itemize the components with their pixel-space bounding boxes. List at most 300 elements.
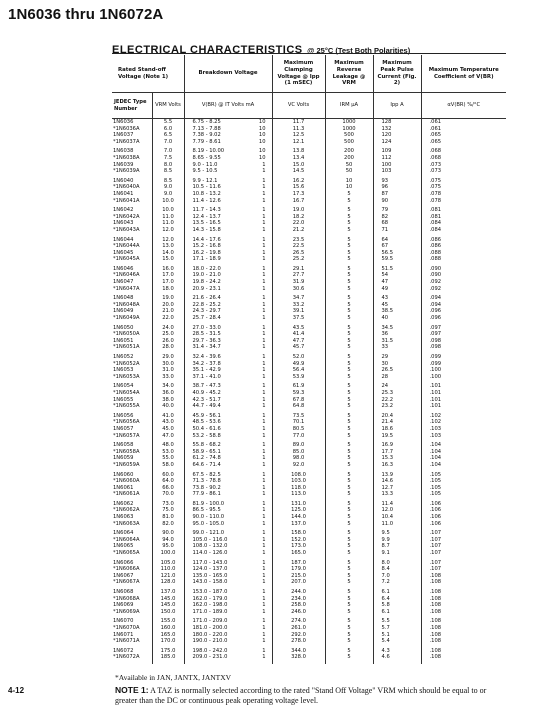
clamping-voltage-cell: 118.0 <box>272 485 325 492</box>
standoff-voltage-cell: 8.0 <box>152 162 184 169</box>
breakdown-voltage-cell: 15.2 - 16.8 1 <box>184 243 272 250</box>
test-current-value: 1 <box>262 383 266 390</box>
standoff-voltage-cell: 13.0 <box>152 243 184 250</box>
table-row <box>112 596 506 603</box>
unit-vc: VC Volts <box>272 93 325 119</box>
peak-pulse-current-cell: 34.5 <box>373 322 421 332</box>
reverse-leakage-cell: 5 <box>325 566 373 573</box>
breakdown-voltage-cell: 24.3 - 29.7 1 <box>184 308 272 315</box>
standoff-voltage-cell: 22.0 <box>152 315 184 322</box>
reverse-leakage-cell: 5 <box>325 543 373 550</box>
breakdown-voltage-cell: 99.0 - 121.0 1 <box>184 527 272 537</box>
table-row <box>112 632 506 639</box>
jedec-type-cell: *1N6050A <box>113 331 140 338</box>
clamping-voltage-cell: 12.5 <box>272 132 325 139</box>
standoff-voltage-cell: 36.0 <box>152 390 184 397</box>
peak-pulse-current-cell: 40 <box>373 315 421 322</box>
reverse-leakage-cell: 500 <box>325 132 373 139</box>
temperature-coefficient-cell: .107 <box>421 543 506 550</box>
breakdown-voltage-cell: 7.13 - 7.88 10 <box>184 126 272 133</box>
test-current-value: 10 <box>258 132 266 139</box>
clamping-voltage-cell: 16.7 <box>272 198 325 205</box>
jedec-type-cell: *1N6045A <box>113 256 140 263</box>
breakdown-voltage-cell: 9.9 - 12.1 1 <box>184 175 272 185</box>
temperature-coefficient-cell: .068 <box>421 145 506 155</box>
clamping-voltage-cell: 173.0 <box>272 543 325 550</box>
breakdown-voltage-cell: 171.0 - 209.0 1 <box>184 615 272 625</box>
table-row <box>112 514 506 521</box>
breakdown-voltage-cell: 17.1 - 18.9 1 <box>184 256 272 263</box>
standoff-voltage-cell: 64.0 <box>152 478 184 485</box>
table-row <box>112 638 506 645</box>
breakdown-voltage-cell: 8.19 - 10.00 10 <box>184 145 272 155</box>
test-current-value: 1 <box>262 514 266 521</box>
header-clamping-voltage: Maximum Clamping Voltage @ Ipp (1 mSEC) <box>272 55 325 93</box>
unit-vrm: VRM Volts <box>152 93 184 119</box>
breakdown-voltage-cell: 86.5 - 95.5 1 <box>184 507 272 514</box>
peak-pulse-current-cell: 30 <box>373 361 421 368</box>
peak-pulse-current-cell: 17.7 <box>373 449 421 456</box>
breakdown-voltage-cell: 19.8 - 24.2 1 <box>184 279 272 286</box>
test-current-value: 1 <box>262 389 266 396</box>
section-rule <box>112 53 506 54</box>
reverse-leakage-cell: 5 <box>325 191 373 198</box>
jedec-type-cell: *1N6061A <box>113 491 140 498</box>
standoff-voltage-cell: 40.0 <box>152 403 184 410</box>
clamping-voltage-cell: 16.2 <box>272 175 325 185</box>
peak-pulse-current-cell: 15.3 <box>373 455 421 462</box>
standoff-voltage-cell: 5.5 <box>152 119 184 126</box>
breakdown-voltage-cell: 153.0 - 187.0 1 <box>184 586 272 596</box>
standoff-voltage-cell: 33.0 <box>152 374 184 381</box>
clamping-voltage-cell: 13.4 <box>272 155 325 162</box>
reverse-leakage-cell: 5 <box>325 256 373 263</box>
table-row <box>112 586 506 596</box>
standoff-voltage-cell: 100.0 <box>152 550 184 557</box>
peak-pulse-current-cell: 28 <box>373 374 421 381</box>
jedec-type-cell: 1N6057 <box>113 425 134 432</box>
jedec-type-cell: *1N6037A <box>113 138 140 145</box>
table-row <box>112 478 506 485</box>
unit-temp-coefficient: αV(BR) %/°C <box>421 93 506 119</box>
table-row <box>112 537 506 544</box>
table-row <box>112 308 506 315</box>
standoff-voltage-cell: 160.0 <box>152 625 184 632</box>
breakdown-voltage-cell: 108.0 - 132.0 1 <box>184 543 272 550</box>
clamping-voltage-cell: 61.9 <box>272 380 325 390</box>
table-row <box>112 426 506 433</box>
temperature-coefficient-cell: .098 <box>421 338 506 345</box>
test-current-value: 1 <box>262 331 266 338</box>
clamping-voltage-cell: 53.9 <box>272 374 325 381</box>
temperature-coefficient-cell: .104 <box>421 439 506 449</box>
reverse-leakage-cell: 5 <box>325 586 373 596</box>
peak-pulse-current-cell: 10.4 <box>373 514 421 521</box>
temperature-coefficient-cell: .108 <box>421 586 506 596</box>
reverse-leakage-cell: 5 <box>325 645 373 655</box>
test-current-value: 1 <box>262 177 266 184</box>
standoff-voltage-cell: 55.0 <box>152 455 184 462</box>
table-row <box>112 654 506 664</box>
clamping-voltage-cell: 47.7 <box>272 338 325 345</box>
reverse-leakage-cell: 5 <box>325 537 373 544</box>
peak-pulse-current-cell: 5.7 <box>373 625 421 632</box>
jedec-type-cell: 1N6048 <box>113 295 134 302</box>
clamping-voltage-cell: 131.0 <box>272 498 325 508</box>
clamping-voltage-cell: 152.0 <box>272 537 325 544</box>
breakdown-voltage-cell: 53.2 - 58.8 1 <box>184 433 272 440</box>
test-current-value: 1 <box>262 285 266 292</box>
standoff-voltage-cell: 66.0 <box>152 485 184 492</box>
reverse-leakage-cell: 5 <box>325 602 373 609</box>
clamping-voltage-cell: 137.0 <box>272 521 325 528</box>
reverse-leakage-cell: 5 <box>325 455 373 462</box>
temperature-coefficient-cell: .084 <box>421 227 506 234</box>
jedec-type-cell: *1N6053A <box>113 373 140 380</box>
peak-pulse-current-cell: 132 <box>373 126 421 133</box>
table-row <box>112 602 506 609</box>
standoff-voltage-cell: 53.0 <box>152 449 184 456</box>
breakdown-voltage-cell: 37.1 - 41.0 1 <box>184 374 272 381</box>
table-row <box>112 645 506 655</box>
reverse-leakage-cell: 5 <box>325 250 373 257</box>
peak-pulse-current-cell: 11.0 <box>373 521 421 528</box>
standoff-voltage-cell: 26.0 <box>152 338 184 345</box>
breakdown-voltage-cell: 42.3 - 51.7 1 <box>184 397 272 404</box>
breakdown-voltage-cell: 55.8 - 68.2 1 <box>184 439 272 449</box>
temperature-coefficient-cell: .081 <box>421 204 506 214</box>
temperature-coefficient-cell: .078 <box>421 198 506 205</box>
standoff-voltage-cell: 41.0 <box>152 410 184 420</box>
temperature-coefficient-cell: .084 <box>421 220 506 227</box>
clamping-voltage-cell: 43.5 <box>272 322 325 332</box>
clamping-voltage-cell: 26.5 <box>272 250 325 257</box>
reverse-leakage-cell: 5 <box>325 609 373 616</box>
test-current-value: 1 <box>262 295 266 302</box>
test-current-value: 1 <box>262 367 266 374</box>
note-text: A TAZ is normally selected according to the rated "Stand Off Voltage" VRM which should be equal to or greater than the DC or continuous peak operating voltage level. <box>115 686 487 705</box>
table-row <box>112 344 506 351</box>
units-row <box>112 93 506 119</box>
breakdown-voltage-cell: 198.0 - 242.0 1 <box>184 645 272 655</box>
temperature-coefficient-cell: .104 <box>421 462 506 469</box>
test-current-value: 1 <box>262 579 266 586</box>
test-current-value: 1 <box>262 608 266 615</box>
temperature-coefficient-cell: .105 <box>421 478 506 485</box>
peak-pulse-current-cell: 49 <box>373 286 421 293</box>
reverse-leakage-cell: 50 <box>325 168 373 175</box>
clamping-voltage-cell: 261.0 <box>272 625 325 632</box>
temperature-coefficient-cell: .108 <box>421 609 506 616</box>
table-row <box>112 462 506 469</box>
temperature-coefficient-cell: .106 <box>421 521 506 528</box>
reverse-leakage-cell: 5 <box>325 557 373 567</box>
test-current-value: 1 <box>262 412 266 419</box>
standoff-voltage-cell: 110.0 <box>152 566 184 573</box>
table-row <box>112 286 506 293</box>
standoff-voltage-cell: 18.0 <box>152 286 184 293</box>
standoff-voltage-cell: 105.0 <box>152 557 184 567</box>
jedec-type-cell: *1N6047A <box>113 285 140 292</box>
jedec-type-cell: 1N6060 <box>113 471 134 478</box>
table-row <box>112 374 506 381</box>
temperature-coefficient-cell: .108 <box>421 638 506 645</box>
table-row <box>112 390 506 397</box>
test-current-value: 1 <box>262 213 266 220</box>
jedec-type-cell: 1N6052 <box>113 354 134 360</box>
peak-pulse-current-cell: 56.5 <box>373 250 421 257</box>
jedec-type-cell: *1N6046A <box>113 272 140 279</box>
jedec-type-cell: *1N6054A <box>113 389 140 396</box>
reverse-leakage-cell: 1000 <box>325 119 373 126</box>
footnote-jan-availability: *Available in JAN, JANTX, JANTXV <box>115 673 232 682</box>
standoff-voltage-cell: 10.0 <box>152 198 184 205</box>
reverse-leakage-cell: 200 <box>325 145 373 155</box>
clamping-voltage-cell: 14.5 <box>272 168 325 175</box>
breakdown-voltage-cell: 7.79 - 8.61 10 <box>184 139 272 146</box>
reverse-leakage-cell: 5 <box>325 469 373 479</box>
breakdown-voltage-cell: 9.5 - 10.5 1 <box>184 168 272 175</box>
test-current-value: 1 <box>262 589 266 595</box>
temperature-coefficient-cell: .088 <box>421 256 506 263</box>
reverse-leakage-cell: 5 <box>325 302 373 309</box>
standoff-voltage-cell: 7.5 <box>152 155 184 162</box>
temperature-coefficient-cell: .104 <box>421 449 506 456</box>
page-number: 4-12 <box>8 686 25 695</box>
standoff-voltage-cell: 94.0 <box>152 537 184 544</box>
breakdown-voltage-cell: 135.0 - 165.0 1 <box>184 573 272 580</box>
clamping-voltage-cell: 125.0 <box>272 507 325 514</box>
clamping-voltage-cell: 31.9 <box>272 279 325 286</box>
test-current-value: 1 <box>262 344 266 351</box>
standoff-voltage-cell: 45.0 <box>152 426 184 433</box>
temperature-coefficient-cell: .090 <box>421 272 506 279</box>
test-current-value: 1 <box>262 530 266 537</box>
temperature-coefficient-cell: .101 <box>421 380 506 390</box>
breakdown-voltage-cell: 90.0 - 110.0 1 <box>184 514 272 521</box>
temperature-coefficient-cell: .081 <box>421 214 506 221</box>
header-temperature-coefficient: Maximum Temperature Coefficient of V(BR) <box>421 55 506 93</box>
clamping-voltage-cell: 64.8 <box>272 403 325 410</box>
jedec-type-cell: 1N6061 <box>113 484 134 491</box>
peak-pulse-current-cell: 16.3 <box>373 462 421 469</box>
clamping-voltage-cell: 11.3 <box>272 126 325 133</box>
clamping-voltage-cell: 144.0 <box>272 514 325 521</box>
table-row <box>112 155 506 162</box>
peak-pulse-current-cell: 29 <box>373 351 421 361</box>
table-row <box>112 250 506 257</box>
clamping-voltage-cell: 80.5 <box>272 426 325 433</box>
peak-pulse-current-cell: 7.0 <box>373 573 421 580</box>
clamping-voltage-cell: 11.7 <box>272 119 325 126</box>
standoff-voltage-cell: 6.5 <box>152 132 184 139</box>
temperature-coefficient-cell: .106 <box>421 507 506 514</box>
temperature-coefficient-cell: .107 <box>421 527 506 537</box>
reverse-leakage-cell: 5 <box>325 419 373 426</box>
peak-pulse-current-cell: 47 <box>373 279 421 286</box>
clamping-voltage-cell: 45.7 <box>272 344 325 351</box>
clamping-voltage-cell: 13.8 <box>272 145 325 155</box>
table-row <box>112 331 506 338</box>
standoff-voltage-cell: 31.0 <box>152 367 184 374</box>
reverse-leakage-cell: 5 <box>325 272 373 279</box>
table-row <box>112 351 506 361</box>
jedec-type-cell: 1N6054 <box>113 383 134 390</box>
breakdown-voltage-cell: 58.9 - 65.1 1 <box>184 449 272 456</box>
reverse-leakage-cell: 5 <box>325 279 373 286</box>
reverse-leakage-cell: 5 <box>325 243 373 250</box>
standoff-voltage-cell: 21.0 <box>152 308 184 315</box>
test-current-value: 1 <box>262 647 266 654</box>
temperature-coefficient-cell: .102 <box>421 410 506 420</box>
clamping-voltage-cell: 17.3 <box>272 191 325 198</box>
standoff-voltage-cell: 90.0 <box>152 527 184 537</box>
jedec-type-cell: 1N6049 <box>113 308 134 315</box>
temperature-coefficient-cell: .065 <box>421 139 506 146</box>
clamping-voltage-cell: 22.0 <box>272 220 325 227</box>
jedec-type-cell: *1N6064A <box>113 536 140 543</box>
temperature-coefficient-cell: .099 <box>421 351 506 361</box>
reverse-leakage-cell: 5 <box>325 550 373 557</box>
peak-pulse-current-cell: 128 <box>373 119 421 126</box>
test-current-value: 1 <box>262 373 266 380</box>
test-current-value: 1 <box>262 190 266 197</box>
reverse-leakage-cell: 5 <box>325 344 373 351</box>
standoff-voltage-cell: 185.0 <box>152 654 184 664</box>
temperature-coefficient-cell: .090 <box>421 263 506 273</box>
header-peak-pulse-current: Maximum Peak Pulse Current (Fig. 2) <box>373 55 421 93</box>
jedec-type-cell: 1N6046 <box>113 265 134 272</box>
temperature-coefficient-cell: .097 <box>421 331 506 338</box>
reverse-leakage-cell: 1000 <box>325 126 373 133</box>
test-current-value: 1 <box>262 520 266 527</box>
jedec-type-cell: 1N6070 <box>113 618 134 625</box>
peak-pulse-current-cell: 6.1 <box>373 609 421 616</box>
standoff-voltage-cell: 70.0 <box>152 491 184 498</box>
breakdown-voltage-cell: 35.1 - 42.9 1 <box>184 367 272 374</box>
standoff-voltage-cell: 128.0 <box>152 579 184 586</box>
clamping-voltage-cell: 258.0 <box>272 602 325 609</box>
section-condition: @ 25°C (Test Both Polarities) <box>307 46 411 55</box>
jedec-type-cell: *1N6051A <box>113 344 140 351</box>
peak-pulse-current-cell: 96 <box>373 184 421 191</box>
reverse-leakage-cell: 5 <box>325 204 373 214</box>
test-current-value: 10 <box>258 125 266 132</box>
standoff-voltage-cell: 48.0 <box>152 439 184 449</box>
breakdown-voltage-cell: 38.7 - 47.3 1 <box>184 380 272 390</box>
jedec-type-cell: *1N6052A <box>113 360 140 367</box>
breakdown-voltage-cell: 67.5 - 82.5 1 <box>184 469 272 479</box>
clamping-voltage-cell: 274.0 <box>272 615 325 625</box>
reverse-leakage-cell: 5 <box>325 292 373 302</box>
peak-pulse-current-cell: 12.7 <box>373 485 421 492</box>
breakdown-voltage-cell: 29.7 - 36.3 1 <box>184 338 272 345</box>
clamping-voltage-cell: 70.1 <box>272 419 325 426</box>
reverse-leakage-cell: 5 <box>325 507 373 514</box>
test-current-value: 1 <box>262 301 266 308</box>
breakdown-voltage-cell: 25.7 - 28.4 1 <box>184 315 272 322</box>
clamping-voltage-cell: 39.1 <box>272 308 325 315</box>
clamping-voltage-cell: 56.4 <box>272 367 325 374</box>
standoff-voltage-cell: 24.0 <box>152 322 184 332</box>
unit-jedec-type: JEDEC Type Number <box>112 93 152 119</box>
breakdown-voltage-cell: 20.9 - 23.1 1 <box>184 286 272 293</box>
jedec-type-cell: 1N6056 <box>113 412 134 419</box>
temperature-coefficient-cell: .094 <box>421 292 506 302</box>
clamping-voltage-cell: 30.6 <box>272 286 325 293</box>
reverse-leakage-cell: 5 <box>325 380 373 390</box>
jedec-type-cell: 1N6071 <box>113 631 134 638</box>
peak-pulse-current-cell: 13.3 <box>373 491 421 498</box>
unit-irm: IRM µA <box>325 93 373 119</box>
section-title: ELECTRICAL CHARACTERISTICS <box>112 44 303 56</box>
peak-pulse-current-cell: 26.5 <box>373 367 421 374</box>
peak-pulse-current-cell: 64 <box>373 234 421 244</box>
standoff-voltage-cell: 29.0 <box>152 351 184 361</box>
jedec-type-cell: 1N6064 <box>113 530 134 537</box>
clamping-voltage-cell: 278.0 <box>272 638 325 645</box>
temperature-coefficient-cell: .098 <box>421 344 506 351</box>
breakdown-voltage-cell: 81.9 - 100.0 1 <box>184 498 272 508</box>
reverse-leakage-cell: 5 <box>325 351 373 361</box>
clamping-voltage-cell: 15.0 <box>272 162 325 169</box>
breakdown-voltage-cell: 8.65 - 9.55 10 <box>184 155 272 162</box>
breakdown-voltage-cell: 114.0 - 126.0 1 <box>184 550 272 557</box>
clamping-voltage-cell: 73.5 <box>272 410 325 420</box>
table-row <box>112 469 506 479</box>
table-row <box>112 302 506 309</box>
clamping-voltage-cell: 37.5 <box>272 315 325 322</box>
breakdown-voltage-cell: 14.4 - 17.6 1 <box>184 234 272 244</box>
table-row <box>112 521 506 528</box>
standoff-voltage-cell: 28.0 <box>152 344 184 351</box>
reverse-leakage-cell: 5 <box>325 514 373 521</box>
test-current-value: 1 <box>262 478 266 485</box>
table-row <box>112 573 506 580</box>
standoff-voltage-cell: 15.0 <box>152 256 184 263</box>
test-current-value: 1 <box>262 491 266 498</box>
temperature-coefficient-cell: .100 <box>421 374 506 381</box>
reverse-leakage-cell: 5 <box>325 315 373 322</box>
peak-pulse-current-cell: 112 <box>373 155 421 162</box>
clamping-voltage-cell: 59.3 <box>272 390 325 397</box>
jedec-type-cell: 1N6045 <box>113 249 134 256</box>
peak-pulse-current-cell: 38.5 <box>373 308 421 315</box>
table-row <box>112 557 506 567</box>
test-current-value: 1 <box>262 638 266 645</box>
temperature-coefficient-cell: .105 <box>421 491 506 498</box>
test-current-value: 1 <box>262 197 266 204</box>
jedec-type-cell: 1N6040 <box>113 177 134 184</box>
peak-pulse-current-cell: 90 <box>373 198 421 205</box>
electrical-characteristics-table <box>112 55 506 664</box>
breakdown-voltage-cell: 105.0 - 116.0 1 <box>184 537 272 544</box>
reverse-leakage-cell: 5 <box>325 308 373 315</box>
standoff-voltage-cell: 137.0 <box>152 586 184 596</box>
peak-pulse-current-cell: 33 <box>373 344 421 351</box>
standoff-voltage-cell: 8.5 <box>152 168 184 175</box>
header-breakdown-voltage: Breakdown Voltage <box>184 55 272 93</box>
table-row <box>112 168 506 175</box>
table-row <box>112 139 506 146</box>
breakdown-voltage-cell: 71.3 - 78.8 1 <box>184 478 272 485</box>
clamping-voltage-cell: 179.0 <box>272 566 325 573</box>
jedec-type-cell: *1N6056A <box>113 419 140 426</box>
standoff-voltage-cell: 11.0 <box>152 220 184 227</box>
table-row <box>112 184 506 191</box>
test-current-value: 10 <box>258 154 266 161</box>
reverse-leakage-cell: 5 <box>325 214 373 221</box>
